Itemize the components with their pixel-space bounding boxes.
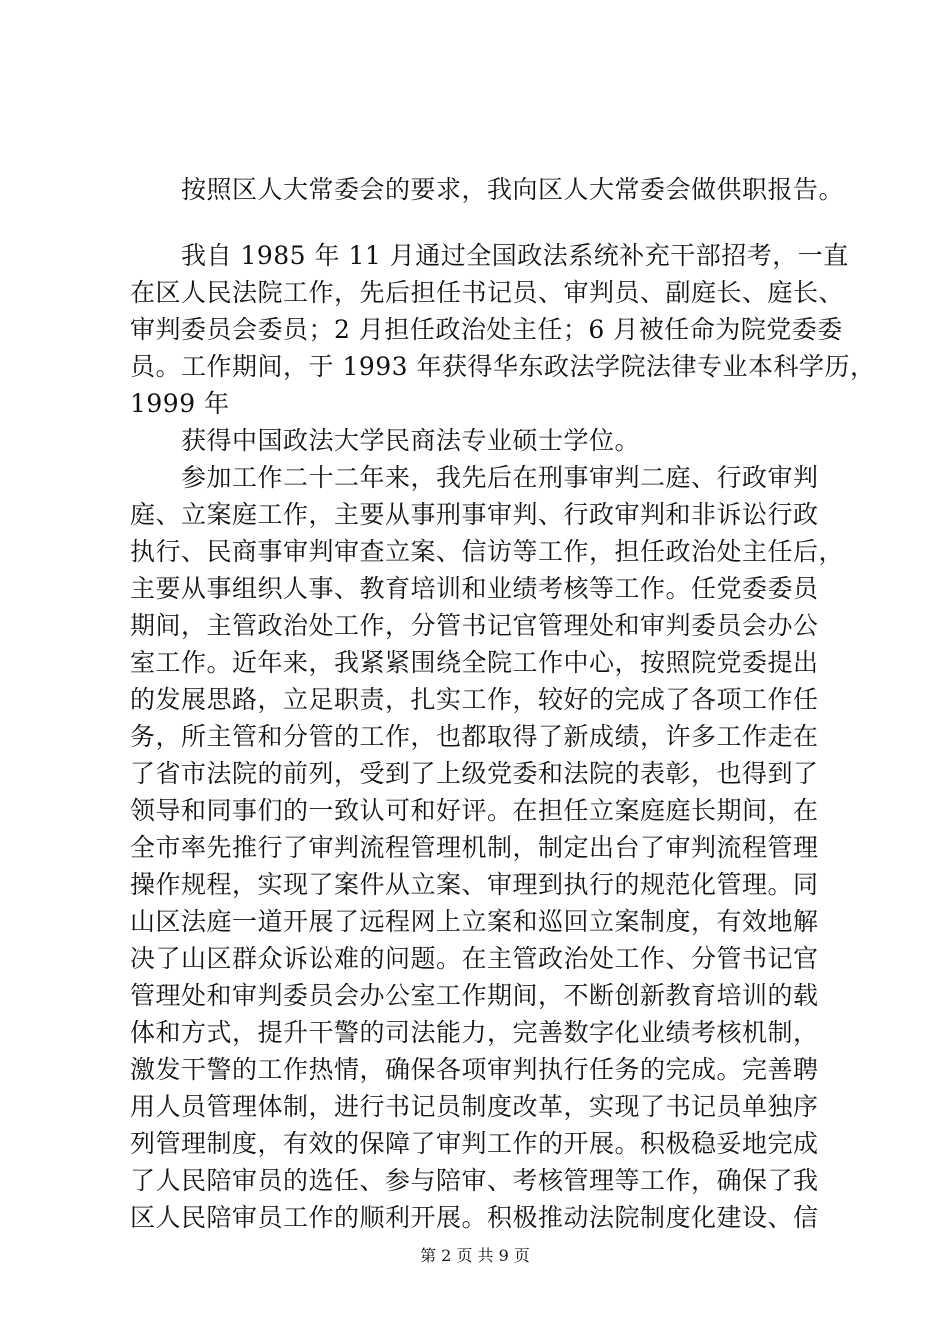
text-line: 执行、民商事审判审查立案、信访等工作，担任政治处主任后，: [130, 537, 845, 566]
text-line: 务，所主管和分管的工作，也都取得了新成绩，许多工作走在: [130, 722, 819, 751]
text-line: 1999 年: [130, 389, 230, 418]
text-line: 体和方式，提升干警的司法能力，完善数字化业绩考核机制，: [130, 1018, 819, 1047]
text-line: 主要从事组织人事、教育培训和业绩考核等工作。任党委委员: [130, 574, 819, 603]
text-line: 全市率先推行了审判流程管理机制，制定出台了审判流程管理: [130, 833, 819, 862]
text-line: 参加工作二十二年来，我先后在刑事审判二庭、行政审判: [130, 463, 819, 492]
text-line: 领导和同事们的一致认可和好评。在担任立案庭庭长期间，在: [130, 796, 819, 825]
text-line: 用人员管理体制，进行书记员制度改革，实现了书记员单独序: [130, 1092, 819, 1121]
text-line: 员。工作期间，于 1993 年获得华东政法学院法律专业本科学历，: [130, 352, 876, 381]
text-line: 的发展思路，立足职责，扎实工作，较好的完成了各项工作任: [130, 685, 819, 714]
text-line: 区人民陪审员工作的顺利开展。积极推动法院制度化建设、信: [130, 1203, 819, 1232]
text-line: 室工作。近年来，我紧紧围绕全院工作中心，按照院党委提出: [130, 648, 819, 677]
text-line: 庭、立案庭工作，主要从事刑事审判、行政审判和非诉讼行政: [130, 500, 819, 529]
text-line: 在区人民法院工作，先后担任书记员、审判员、副庭长、庭长、: [130, 278, 845, 307]
text-line: 了省市法院的前列，受到了上级党委和法院的表彰，也得到了: [130, 759, 819, 788]
text-line: 审判委员会委员；2 月担任政治处主任；6 月被任命为院党委委: [130, 315, 843, 344]
text-line: 按照区人大常委会的要求，我向区人大常委会做供职报告。: [130, 175, 845, 204]
text-line: 决了山区群众诉讼难的问题。在主管政治处工作、分管书记官: [130, 944, 819, 973]
text-line: 期间，主管政治处工作，分管书记官管理处和审判委员会办公: [130, 611, 819, 640]
text-line: 管理处和审判委员会办公室工作期间，不断创新教育培训的载: [130, 981, 819, 1010]
text-line: 操作规程，实现了案件从立案、审理到执行的规范化管理。同: [130, 870, 819, 899]
page-footer: 第 2 页 共 9 页: [420, 1246, 530, 1265]
text-line: 我自 1985 年 11 月通过全国政法系统补充干部招考，一直: [130, 241, 849, 270]
text-line: 激发干警的工作热情，确保各项审判执行任务的完成。完善聘: [130, 1055, 819, 1084]
text-line: 列管理制度，有效的保障了审判工作的开展。积极稳妥地完成: [130, 1129, 819, 1158]
text-line: 了人民陪审员的选任、参与陪审、考核管理等工作，确保了我: [130, 1166, 819, 1195]
text-line: 山区法庭一道开展了远程网上立案和巡回立案制度，有效地解: [130, 907, 819, 936]
text-line: 获得中国政法大学民商法专业硕士学位。: [130, 426, 641, 455]
